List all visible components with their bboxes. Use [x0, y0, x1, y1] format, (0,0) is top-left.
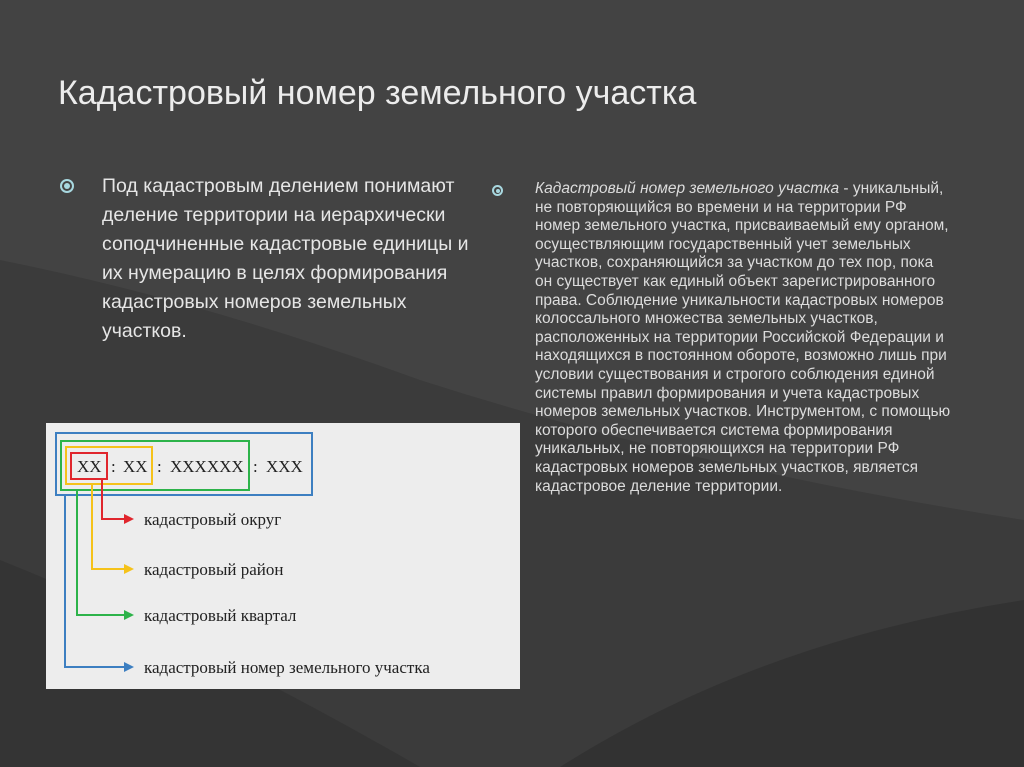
label-cadastral-quarter: кадастровый квартал	[144, 606, 297, 625]
bullet-icon	[60, 179, 74, 193]
connector-green	[77, 490, 124, 615]
left-column	[60, 172, 480, 346]
segment-district: XX	[77, 457, 102, 476]
segment-separator: :	[157, 457, 162, 476]
left-paragraph: Под кадастровым делением понимают деление территории на иерархически соподчиненные кадастровые единицы и их нумерацию в целях формирования кадастровых номеров земельных участков.	[102, 175, 469, 342]
connector-yellow	[92, 484, 124, 569]
label-parcel-number: кадастровый номер земельного участка	[144, 658, 430, 677]
right-column	[492, 180, 952, 496]
connector-blue	[65, 495, 124, 667]
segment-parcel: XXX	[266, 457, 303, 476]
definition-term: Кадастровый номер земельного участка	[535, 180, 840, 197]
label-cadastral-region: кадастровый район	[144, 560, 284, 579]
definition-text: - уникальный, не повторяющийся во времени и на территории РФ номер земельного участка, присваиваемый ему органом, осуществляющим государственный учет земельных участков, сохраняющийся за участком до тех пор, пока он существует как единый объект зарегистрированного права. Соблюдение уникальности кадастровых номеров колоссального множества земельных участков, расположенных на территории Российской Федерации и находящихся в постоянном обороте, возможно лишь при условии существования и строгого соблюдения единой системы правил формирования и учета кадастровых номеров земельных участков. Инструментом, с помощью которого обеспечивается система формирования уникальных, не повторяющихся на территории РФ кадастровых номеров земельных участков, является кадастровое деление территории.	[535, 180, 951, 495]
right-paragraph	[535, 180, 952, 496]
cadastral-number-diagram	[46, 423, 520, 689]
arrow-blue	[124, 662, 134, 672]
arrow-red	[124, 514, 134, 524]
segment-separator: :	[111, 457, 116, 476]
segment-region: XX	[123, 457, 148, 476]
slide-title: Кадастровый номер земельного участка	[58, 74, 697, 112]
left-bullet-item	[60, 172, 480, 346]
segment-quarter: XXXXXX	[170, 457, 244, 476]
arrow-green	[124, 610, 134, 620]
label-cadastral-district: кадастровый округ	[144, 510, 282, 529]
right-bullet-item	[492, 180, 952, 496]
arrow-yellow	[124, 564, 134, 574]
bullet-icon	[492, 185, 503, 196]
segment-separator: :	[253, 457, 258, 476]
